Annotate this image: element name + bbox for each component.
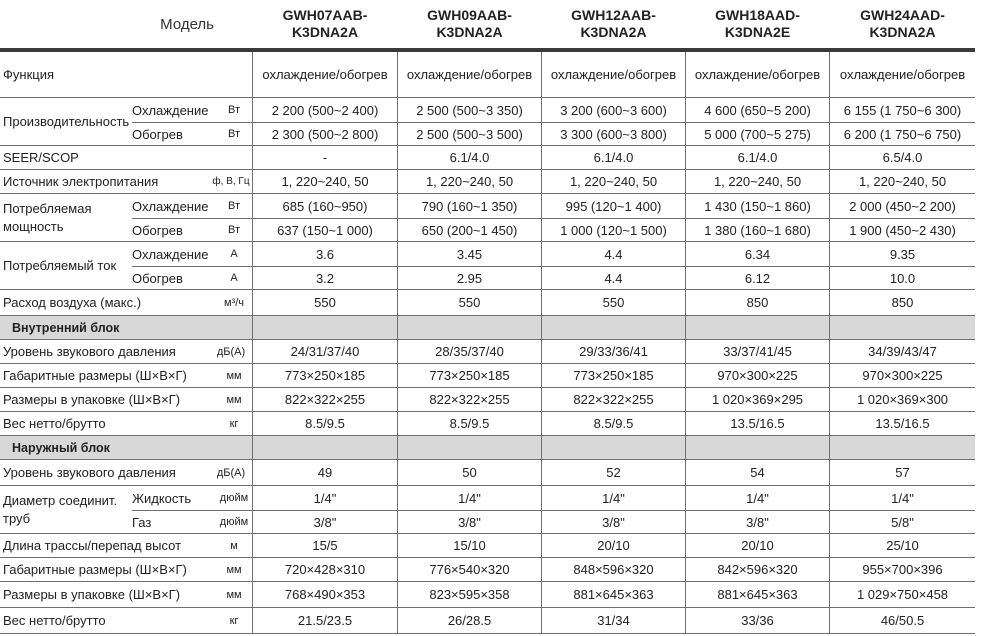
model-name-line2: K3DNA2A [580,24,647,40]
sub-label: Охлаждение [132,198,209,214]
section-title: Внутренний блок [12,320,120,335]
model-column-header [398,0,541,48]
row-label-line2: мощность [3,218,64,234]
row-label [3,486,117,533]
value-cell: 3.6 [315,246,335,262]
value-cell: 1/4" [746,490,769,506]
value-cell: 33/37/41/45 [723,344,792,359]
value-cell: 550 [602,295,625,310]
value-cell: 6.34 [744,246,771,262]
table-row [132,98,975,122]
unit-label: Вт [227,200,240,212]
value-cell: 776×540×320 [429,562,510,577]
value-cell: охлаждение/обогрев [550,67,677,82]
unit-label: м³/ч [223,296,244,309]
unit-label: Вт [227,224,240,236]
model-column-header [253,0,397,48]
value-cell: 955×700×396 [862,562,943,577]
value-cell: 24/31/37/40 [290,344,360,359]
value-cell: 4.4 [604,246,623,262]
unit-label: мм [226,369,242,382]
sub-label: Обогрев [132,126,183,142]
value-cell: 2 200 (500~2 400) [271,102,379,118]
row-label: Потребляемый ток [3,258,117,273]
unit-label: дБ(А) [216,345,246,358]
value-cell: 4.4 [604,270,623,286]
unit-label: кг [229,417,239,430]
row-label: Расход воздуха (макс.) [3,295,142,310]
model-name-line2: K3DNA2A [436,24,503,40]
value-cell: 1 430 (150~1 860) [704,198,811,214]
model-name-line1: GWH24AAD- [860,7,945,23]
value-cell: 4 600 (650~5 200) [704,102,811,118]
value-cell: 9.35 [889,246,916,262]
row-label: Габаритные размеры (Ш×В×Г) [3,368,187,383]
table-row [132,242,975,266]
value-cell: охлаждение/обогрев [406,67,533,82]
model-header-label: Модель [160,15,214,33]
column-divider [685,52,686,634]
row-label [3,194,91,241]
value-cell: 790 (160~1 350) [421,198,518,214]
table-row [132,194,975,218]
value-cell: 13.5/16.5 [730,416,785,431]
value-cell: 850 [746,295,769,310]
model-column-header [686,0,829,48]
unit-label: дюйм [219,516,249,528]
model-name-line1: GWH18AAD- [715,7,800,23]
value-cell: 13.5/16.5 [875,416,930,431]
value-cell: 6.1/4.0 [593,150,634,165]
row-label: Производительность [3,114,130,129]
value-cell: 25/10 [886,538,919,553]
value-cell: 848×596×320 [573,562,654,577]
sub-label: Газ [132,514,152,530]
value-cell: 822×322×255 [284,392,366,407]
value-cell: 54 [750,465,765,480]
value-cell: 2.95 [456,270,483,286]
value-cell: 2 500 (500~3 350) [416,102,523,118]
row-label: Размеры в упаковке (Ш×В×Г) [3,587,181,602]
unit-label: А [230,248,238,260]
value-cell: 1, 220~240, 50 [569,174,658,189]
value-cell: 773×250×185 [429,368,510,383]
value-cell: 773×250×185 [573,368,654,383]
sub-label: Обогрев [132,270,183,286]
model-column-header [542,0,685,48]
value-cell: 31/34 [597,613,630,628]
value-cell: 1, 220~240, 50 [281,174,369,189]
row-label: Функция [3,67,54,82]
unit-label: м [230,539,238,552]
value-cell: 685 (160~950) [282,198,368,214]
sub-label: Охлаждение [132,246,209,262]
value-cell: 3 300 (600~3 800) [560,126,667,142]
value-cell: 2 000 (450~2 200) [849,198,956,214]
unit-label: Вт [227,104,240,116]
value-cell: 1/4" [602,490,625,506]
table-row [132,510,975,534]
value-cell: охлаждение/обогрев [839,67,966,82]
unit-label: дБ(А) [216,466,246,479]
unit-label: ф, В, Гц [212,176,250,187]
value-cell: 823×595×358 [429,587,510,602]
value-cell: 970×300×225 [862,368,943,383]
value-cell: 550 [314,295,336,310]
value-cell: 842×596×320 [717,562,798,577]
value-cell: 881×645×363 [717,587,798,602]
value-cell: 34/39/43/47 [868,344,937,359]
value-cell: 1 029×750×458 [856,587,949,602]
unit-label: мм [226,588,242,601]
value-cell: 822×322×255 [429,392,510,407]
value-cell: 20/10 [741,538,774,553]
value-cell: 8.5/9.5 [449,416,490,431]
value-cell: 21.5/23.5 [297,613,353,628]
value-cell: 637 (150~1 000) [277,222,373,238]
value-cell: 1/4" [458,490,481,506]
value-cell: 1 000 (120~1 500) [560,222,667,238]
value-cell: 850 [891,295,914,310]
value-cell: охлаждение/обогрев [262,67,388,82]
value-cell: 20/10 [597,538,630,553]
value-cell: 995 (120~1 400) [565,198,662,214]
model-name-line1: GWH12AAB- [571,7,656,23]
value-cell: 822×322×255 [573,392,654,407]
row-label-line2: труб [3,510,31,526]
value-cell: 3/8" [602,514,625,530]
value-cell: 550 [458,295,481,310]
value-cell: 1 020×369×300 [856,392,949,407]
unit-label: дюйм [219,492,249,504]
value-cell: 1, 220~240, 50 [425,174,514,189]
value-cell: 10.0 [889,270,916,286]
value-cell: 8.5/9.5 [305,416,345,431]
value-cell: 1, 220~240, 50 [713,174,802,189]
value-cell: 3.2 [315,270,335,286]
table-row [132,122,975,146]
column-divider [397,52,398,634]
value-cell: 1, 220~240, 50 [858,174,947,189]
unit-label: А [230,272,238,284]
value-cell: 5 000 (700~5 275) [704,126,811,142]
value-cell: 3/8" [458,514,481,530]
model-name-line1: GWH09AAB- [427,7,512,23]
value-cell: 1/4" [891,490,914,506]
value-cell: 6 200 (1 750~6 750) [843,126,962,142]
value-cell: 1/4" [313,490,337,506]
value-cell: 15/10 [453,538,486,553]
value-cell: 3.45 [456,246,483,262]
model-name-line2: K3DNA2A [291,24,359,40]
row-label: Вес нетто/брутто [3,416,106,431]
table-row [132,486,975,510]
sub-label: Жидкость [132,490,192,506]
value-cell: - [322,150,328,165]
value-cell: 2 300 (500~2 800) [271,126,379,142]
value-cell: 46/50.5 [880,613,925,628]
value-cell: 6 155 (1 750~6 300) [843,102,962,118]
row-label: Размеры в упаковке (Ш×В×Г) [3,392,181,407]
value-cell: 28/35/37/40 [435,344,504,359]
unit-label: мм [226,563,242,576]
value-cell: 29/33/36/41 [579,344,648,359]
column-divider [829,52,830,634]
value-cell: 1 020×369×295 [711,392,804,407]
row-label-line1: Диаметр соединит. [3,492,118,508]
value-cell: 768×490×353 [284,587,366,602]
value-cell: 720×428×310 [284,562,366,577]
row-label: Источник электропитания [3,174,159,189]
value-cell: 970×300×225 [717,368,798,383]
column-divider [252,52,253,634]
value-cell: 3/8" [313,514,337,530]
model-name-line1: GWH07AAB- [282,7,368,23]
value-cell: 2 500 (500~3 500) [416,126,523,142]
sub-label: Обогрев [132,222,183,238]
table-row [132,218,975,242]
value-cell: 1 380 (160~1 680) [704,222,811,238]
value-cell: 6.1/4.0 [737,150,778,165]
value-cell: 50 [462,465,477,480]
column-divider [541,52,542,634]
value-cell: 52 [606,465,621,480]
table-row [132,266,975,290]
value-cell: 773×250×185 [284,368,366,383]
row-label: Длина трассы/перепад высот [3,538,182,553]
value-cell: 650 (200~1 450) [421,222,518,238]
value-cell: 6.1/4.0 [449,150,490,165]
row-label: Уровень звукового давления [3,465,176,480]
row-label: Габаритные размеры (Ш×В×Г) [3,562,187,577]
row-label-line1: Потребляемая [3,200,92,216]
value-cell: 3/8" [746,514,769,530]
value-cell: 49 [317,465,333,480]
value-cell: 1 900 (450~2 430) [849,222,956,238]
sub-label: Охлаждение [132,102,209,118]
model-name-line2: K3DNA2A [869,24,936,40]
row-label: Уровень звукового давления [3,344,176,359]
model-column-header [830,0,975,48]
value-cell: 33/36 [741,613,774,628]
value-cell: 26/28.5 [447,613,492,628]
value-cell: 15/5 [312,538,338,553]
value-cell: охлаждение/обогрев [694,67,821,82]
model-name-line2: K3DNA2E [724,24,791,40]
row-label: Вес нетто/брутто [3,613,106,628]
unit-label: мм [226,393,242,406]
value-cell: 3 200 (600~3 600) [560,102,667,118]
unit-label: Вт [227,128,240,140]
value-cell: 5/8" [891,514,914,530]
value-cell: 6.12 [744,270,771,286]
section-title: Наружный блок [12,440,110,455]
row-label: SEER/SCOP [3,150,79,165]
unit-label: кг [229,614,239,627]
value-cell: 881×645×363 [573,587,654,602]
value-cell: 6.5/4.0 [882,150,923,165]
value-cell: 57 [895,465,910,480]
value-cell: 8.5/9.5 [593,416,634,431]
